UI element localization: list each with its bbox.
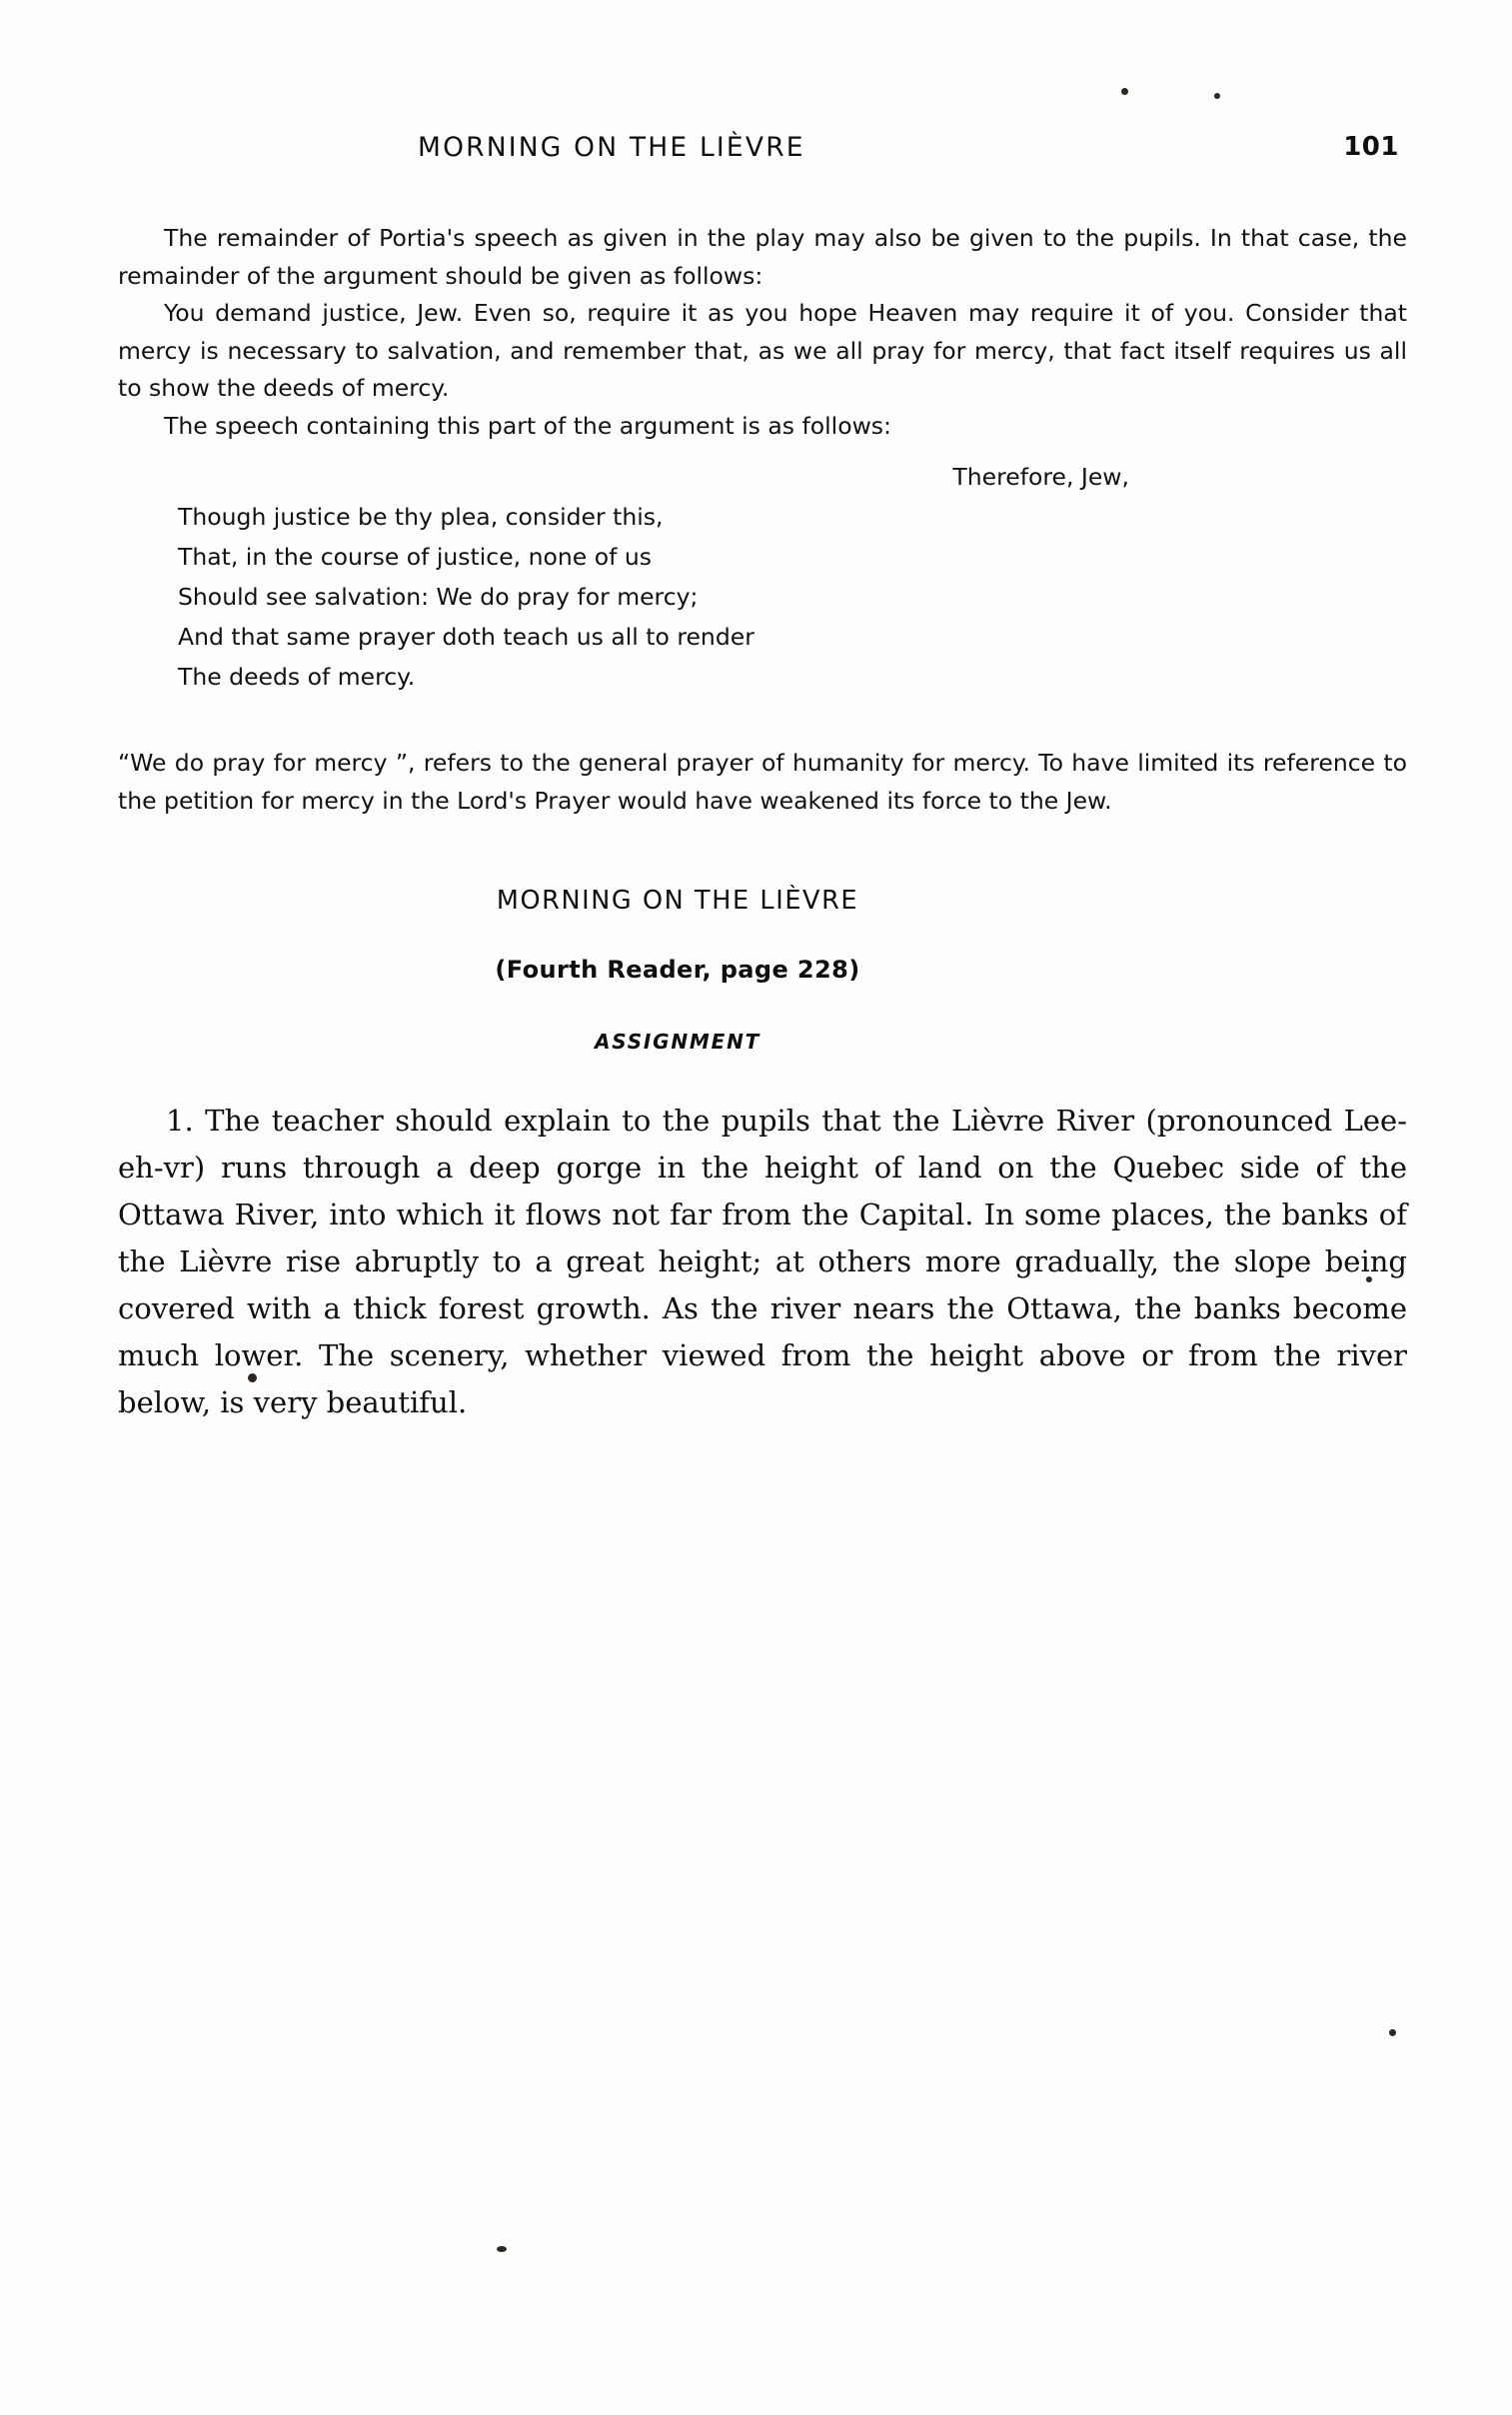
verse-line: That, in the course of justice, none of us [178, 543, 652, 571]
scan-speck [497, 2246, 507, 2252]
prose-block-after-verse [118, 745, 1407, 820]
paragraph: The speech containing this part of the argument is as follows: [164, 411, 891, 440]
section-subtitle: (Fourth Reader, page 228) [495, 956, 860, 984]
assignment-body [118, 1098, 1407, 1426]
verse-line: And that same prayer doth teach us all to render [178, 623, 755, 651]
paragraph: 1. The teacher should explain to the pupils that the Lièvre River (pronounced Lee-eh-vr) runs through a deep gorge in the height of land on the Quebec side of the Ottawa River, into which it flows not far from the Capital. In some places, the banks of the Lièvre rise abruptly to a great height; at others more gradually, the slope being covered with a thick forest growth. As the river nears the Ottawa, the banks become much lower. The scenery, whether viewed from the height above or from the river below, is very beautiful. [118, 1104, 1407, 1419]
section-title: MORNING ON THE LIÈVRE [496, 886, 859, 916]
verse-line: The deeds of mercy. [178, 663, 416, 691]
scan-speck [1389, 2029, 1396, 2036]
scan-speck [1214, 93, 1220, 99]
verse-line: Therefore, Jew, [952, 463, 1129, 491]
paragraph: The remainder of Portia's speech as given in the play may also be given to the pupils. In that case, the remainder of the argument should be given as follows: [118, 224, 1407, 290]
running-head-title: MORNING ON THE LIÈVRE [418, 132, 805, 163]
paragraph: You demand justice, Jew. Even so, require it as you hope Heaven may require it of you. Consider that mercy is necessary to salvation, and remember that, as we all pray for mercy, that fact itself requires us all to show the deeds of mercy. [118, 299, 1407, 402]
page-content [118, 110, 1407, 1426]
verse-line: Though justice be thy plea, consider this, [178, 503, 664, 531]
page-number: 101 [1343, 132, 1399, 162]
verse-line: Should see salvation: We do pray for mercy; [178, 583, 699, 611]
verse-quotation [118, 457, 1407, 697]
prose-block [118, 220, 1407, 445]
paragraph: “We do pray for mercy ”, refers to the general prayer of humanity for mercy. To have limited its reference to the petition for mercy in the Lord's Prayer would have weakened its force to the Jew. [118, 749, 1407, 815]
assignment-label: ASSIGNMENT [594, 1030, 761, 1054]
running-head [118, 110, 1407, 180]
scan-speck [1121, 88, 1128, 95]
